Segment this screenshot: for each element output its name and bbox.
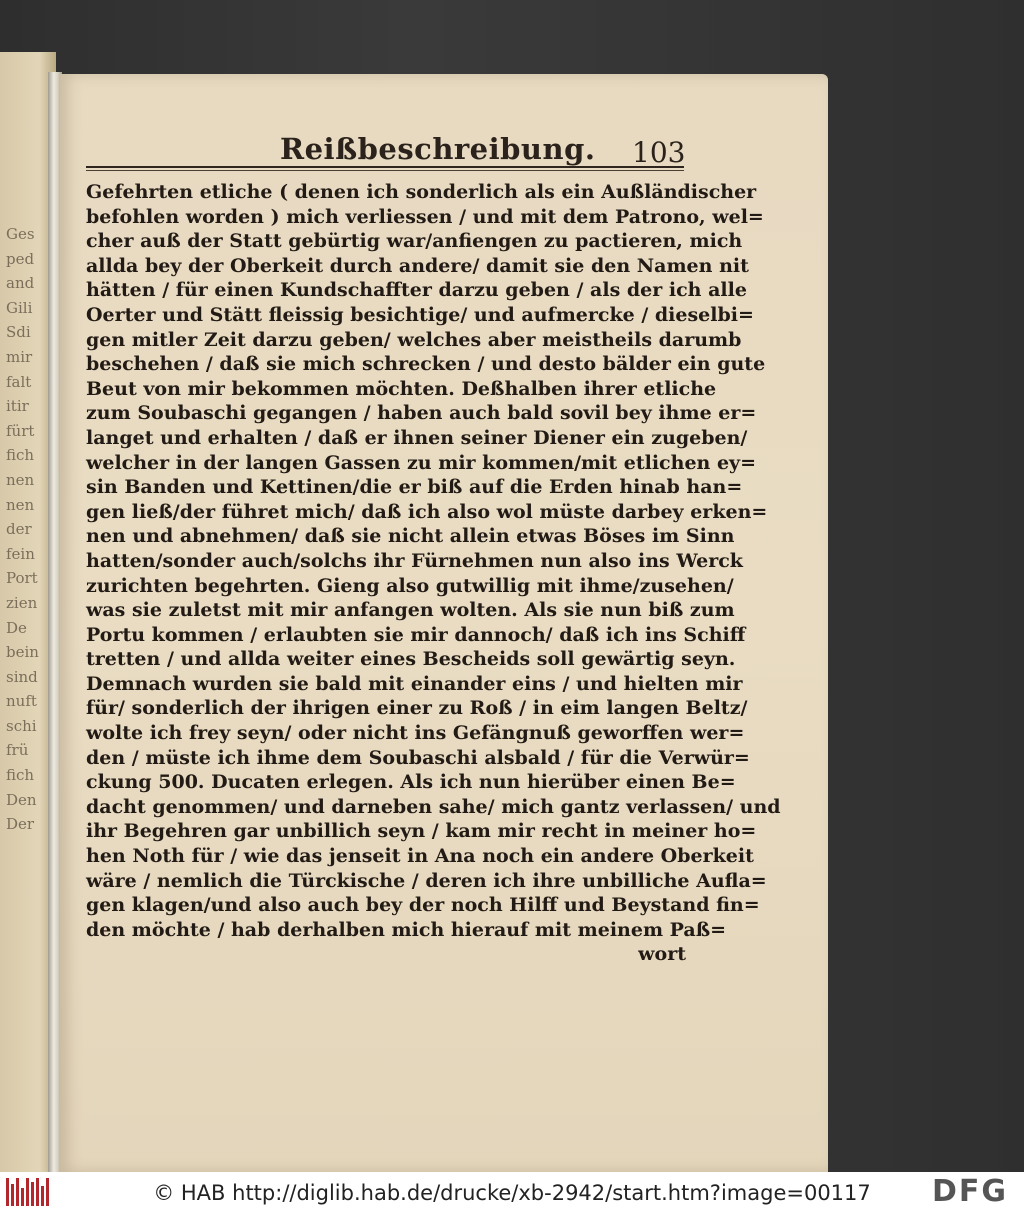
text-line: zum Soubaschi gegangen / haben auch bald sovil bey ihme er= bbox=[86, 402, 757, 425]
text-line: für/ sonderlich der ihrigen einer zu Roß / in eim langen Beltz/ bbox=[86, 697, 748, 720]
text-line: gen ließ/der führet mich/ daß ich also wol müste darbey erken= bbox=[86, 500, 768, 523]
text-line: den / müste ich ihme dem Soubaschi alsbald / für die Verwür= bbox=[86, 746, 750, 769]
text-line: hen Noth für / wie das jenseit in Ana noch ein andere Oberkeit bbox=[86, 845, 754, 868]
text-line: den möchte / hab derhalben mich hierauf mit meinem Paß= bbox=[86, 918, 727, 941]
text-line: zurichten begehrten. Gieng also gutwillig mit ihme/zusehen/ bbox=[86, 574, 734, 597]
header-rule bbox=[86, 166, 684, 168]
dfg-logo: DFG bbox=[932, 1174, 1009, 1209]
text-line: tretten / und allda weiter eines Bescheids soll gewärtig seyn. bbox=[86, 648, 736, 671]
text-line: welcher in der langen Gassen zu mir kommen/mit etlichen ey= bbox=[86, 451, 757, 474]
text-line: befohlen worden ) mich verliessen / und mit dem Patrono, wel= bbox=[86, 205, 764, 228]
text-line: sin Banden und Kettinen/die er biß auf die Erden hinab han= bbox=[86, 476, 743, 499]
text-line: dacht genommen/ und darneben sahe/ mich gantz verlassen/ und bbox=[86, 795, 781, 818]
page-number: 103 bbox=[632, 136, 686, 169]
text-line: gen mitler Zeit darzu geben/ welches aber meistheils darumb bbox=[86, 328, 742, 351]
text-line: ckung 500. Ducaten erlegen. Als ich nun hierüber einen Be= bbox=[86, 771, 736, 794]
text-line: gen klagen/und also auch bey der noch Hilff und Beystand fin= bbox=[86, 894, 760, 917]
header-rule-thin bbox=[86, 170, 684, 171]
body-text bbox=[86, 180, 781, 967]
text-line: Demnach wurden sie bald mit einander eins / und hielten mir bbox=[86, 672, 743, 695]
copyright-link[interactable]: © HAB http://diglib.hab.de/drucke/xb-2942/start.htm?image=00117 bbox=[153, 1181, 871, 1205]
text-line: Beut von mir bekommen möchten. Deßhalben ihrer etliche bbox=[86, 377, 717, 400]
viewer-footer bbox=[0, 1172, 1024, 1212]
text-line: Portu kommen / erlaubten sie mir dannoch/ daß ich ins Schiff bbox=[86, 623, 746, 646]
text-line: hätten / für einen Kundschaffter darzu geben / als der ich alle bbox=[86, 279, 747, 302]
text-line: wolte ich frey seyn/ oder nicht ins Gefängnuß geworffen wer= bbox=[86, 722, 745, 745]
text-line: cher auß der Statt gebürtig war/anfiengen zu pactieren, mich bbox=[86, 230, 743, 253]
running-head: Reißbeschreibung. bbox=[280, 132, 596, 166]
text-line: nen und abnehmen/ daß sie nicht allein etwas Böses im Sinn bbox=[86, 525, 735, 548]
facing-page-text: Ges ped and Gili Sdi mir falt itir fürt fich nen nen der fein Port zien De bein sind nuft schi frü fich Den Der bbox=[6, 225, 39, 834]
text-line: allda bey der Oberkeit durch andere/ damit sie den Namen nit bbox=[86, 254, 749, 277]
text-line: ihr Begehren gar unbillich seyn / kam mir recht in meiner ho= bbox=[86, 820, 757, 843]
text-line: hatten/sonder auch/solchs ihr Fürnehmen nun also ins Werck bbox=[86, 549, 743, 572]
text-line: beschehen / daß sie mich schrecken / und desto bälder ein gute bbox=[86, 353, 766, 376]
text-line: Gefehrten etliche ( denen ich sonderlich als ein Außländischer bbox=[86, 181, 757, 203]
text-line: langet und erhalten / daß er ihnen seiner Diener ein zugeben/ bbox=[86, 426, 748, 449]
text-line: was sie zuletst mit mir anfangen wolten. Als sie nun biß zum bbox=[86, 599, 735, 622]
text-line: Oerter und Stätt fleissig besichtige/ und aufmercke / dieselbi= bbox=[86, 303, 754, 326]
text-line: wäre / nemlich die Türckische / deren ich ihre unbilliche Aufla= bbox=[86, 869, 767, 892]
catchword: wort bbox=[638, 943, 686, 966]
